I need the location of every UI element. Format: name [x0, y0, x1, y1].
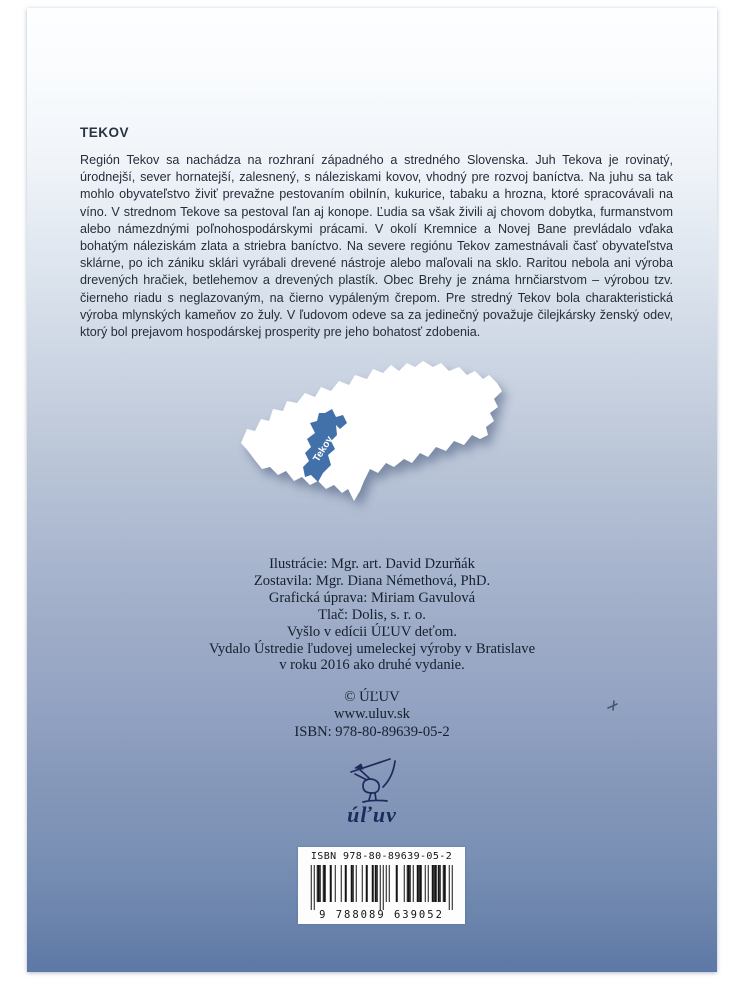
barcode-ean-digits: 9 788089 639052 [319, 909, 444, 921]
copyright-line: © ÚĽUV [344, 689, 400, 705]
slovakia-outline [241, 361, 502, 501]
credit-year: v roku 2016 ako druhé vydanie. [279, 657, 465, 674]
isbn-barcode [298, 847, 465, 924]
credit-illustrations: Ilustrácie: Mgr. art. David Dzurňák [269, 556, 475, 572]
isbn-line: ISBN: 978-80-89639-05-2 [294, 723, 450, 740]
slovakia-map-icon [237, 355, 509, 505]
uluv-bird-icon [343, 753, 401, 803]
credit-publisher: Vydalo Ústredie ľudovej umeleckej výroby v Bratislave [208, 640, 536, 657]
credit-print: Tlač: Dolis, s. r. o. [318, 606, 426, 623]
credit-graphic-design: Grafická úprava: Miriam Gavulová [268, 589, 476, 606]
barcode-isbn-text: ISBN 978-80-89639-05-2 [310, 851, 453, 862]
credit-compiled-by: Zostavila: Mgr. Diana Némethová, PhD. [253, 572, 491, 589]
website-line: www.uluv.sk [334, 706, 410, 723]
page-title: TEKOV [80, 125, 130, 140]
cover-background [27, 8, 717, 972]
credits-block [27, 556, 717, 674]
uluv-logo [27, 753, 717, 826]
barcode-bars [310, 865, 453, 910]
credit-edition: Vyšlo v edícii ÚĽUV deťom. [286, 623, 458, 640]
region-description-paragraph: Región Tekov sa nachádza na rozhraní západného a stredného Slovenska. Juh Tekova je rovinatý, úrodnejší, sever hornatejší, zalesnený, s náleziskami kovov, vhodný pre rozvoj baníctva. Na juhu sa tak mohlo obyvateľstvo živiť prevažne pestovaním obilnín, kukurice, tabaku a hrozna, ktoré spracovávali na víno. V strednom Tekove sa pestoval ľan aj konope. Ľudia sa však živili aj chovom dobytka, furmanstvom alebo námezdnými poľnohospodárskymi prácami. V okolí Kremnice a Novej Bane prevládalo vďaka bohatým náleziskám zlata a striebra baníctvo. Na severe regiónu Tekov zamestnávali časť obyvateľstva sklárne, po ich zániku sklári vyrábali drevené nástroje alebo maľovali na sklo. Raritou nebola ani výroba drevených hračiek, betlehemov a drevených plastík. Obec Brehy je známa hrnčiarstvom – výrobou tzv. čierneho riadu s neglazovaným, na čierno vypáleným črepom. Pre stredný Tekov bola charakteristická výroba mlynských kameňov zo žuly. V ľudovom odeve sa za jedinečný považuje čilejkársky ženský odev, ktorý bol prejavom hospodárskej prosperity pre jeho bohatosť zdobenia. [80, 153, 673, 340]
slovakia-map [237, 355, 509, 505]
tekov-region-label: Tekov [311, 434, 336, 465]
ink-speck-mark [606, 699, 620, 713]
uluv-logo-text: úľuv [347, 802, 397, 827]
publisher-block [27, 689, 717, 741]
barcode-bar [451, 865, 453, 910]
